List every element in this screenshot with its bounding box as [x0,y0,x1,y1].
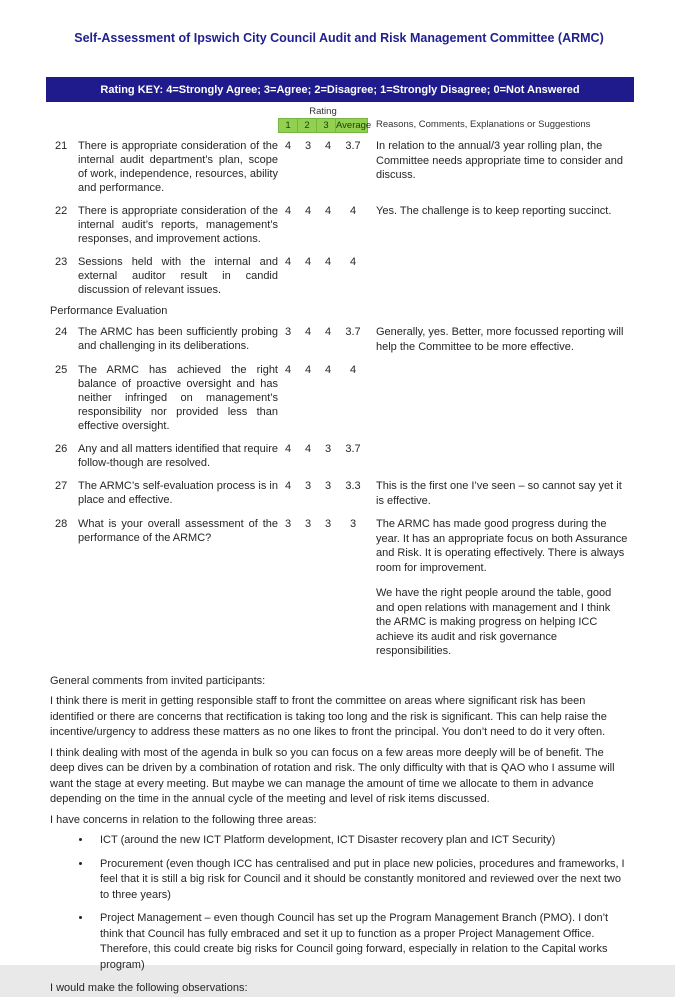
general-comments-section [50,674,628,997]
rating-value-2: 4 [304,326,312,338]
rating-average: 3.7 [345,326,361,338]
comment-paragraph: We have the right people around the table, good and open relations with management and I think the ARMC is making progress on helping ICC achieve its audit and risk governance responsibilities. [376,587,612,657]
rating-value-3: 4 [324,205,332,217]
comment-paragraph: Generally, yes. Better, more focussed reporting will help the Committee to be more effective. [376,326,624,353]
rating-header-group [278,106,372,133]
table-row [50,479,628,508]
rating-value-3: 3 [324,518,332,530]
question-text: What is your overall assessment of the performance of the ARMC? [78,518,278,544]
rating-average: 3 [349,518,357,530]
general-paragraph: I have concerns in relation to the following three areas: [50,813,317,826]
table-body [50,139,628,659]
page-title: Self-Assessment of Ipswich City Council Audit and Risk Management Committee (ARMC) [74,31,604,45]
table-row [50,204,628,246]
comments-cell [368,363,628,433]
comments-cell [368,325,628,354]
rating-value-2: 4 [304,205,312,217]
assessment-table [50,106,628,659]
rating-value-2: 4 [304,443,312,455]
rating-value-2: 3 [304,480,312,492]
comments-cell [368,139,628,195]
rating-value-3: 4 [324,326,332,338]
table-row [50,517,628,659]
rating-average: 3.3 [345,480,361,492]
question-number: 24 [55,326,68,338]
question-number: 28 [55,518,68,530]
rating-average: 4 [349,364,357,376]
rating-value-1: 4 [284,443,292,455]
rating-value-3: 4 [324,256,332,268]
question-text: There is appropriate consideration of the internal audit’s reports, management’s responses, and improvement actions. [78,205,278,245]
comments-cell [368,517,628,659]
question-text: There is appropriate consideration of the internal audit department’s plan, scope of work, independence, resources, ability and performance. [78,140,278,194]
rating-value-1: 4 [284,256,292,268]
question-text: The ARMC has achieved the right balance of proactive oversight and has neither infringed on management’s responsibility nor provided less than effective oversight. [78,364,278,432]
table-header-row [50,106,628,133]
rating-header-label: Rating [309,106,337,117]
question-number: 22 [55,205,68,217]
rating-value-3: 4 [324,364,332,376]
comment-paragraph: This is the first one I’ve seen – so cannot say yet it is effective. [376,480,622,507]
table-row [50,325,628,354]
rating-value-1: 4 [284,364,292,376]
rating-value-1: 4 [284,140,292,152]
rating-value-2: 3 [304,518,312,530]
rating-value-3: 4 [324,140,332,152]
general-paragraph: I think there is merit in getting responsible staff to front the committee on areas where significant risk has been identified or there are concerns that rectification is taking too long and the risk is significant. This can help raise the incentive/urgency to address these matters as no one likes to front the principal. You don’t need to do it very often. [50,695,607,738]
rating-value-3: 3 [324,480,332,492]
comments-cell [368,255,628,297]
rating-average: 3.7 [345,443,361,455]
rating-value-2: 4 [304,256,312,268]
concern-item-project-management: • Project Management – even though Council has set up the Program Management Branch (PMO). I don’t think that Council has fully embraced and set it up to function as a proper Project Management Office. Therefore, this could create big risks for Council going forward, especially in relation to the Capital works program) [92,911,628,973]
rating-average: 3.7 [345,140,361,152]
rating-average: 4 [349,256,357,268]
question-text: The ARMC’s self-evaluation process is in place and effective. [78,480,278,506]
rater-column-3: 3 [317,119,336,132]
concern-item-procurement: • Procurement (even though ICC has centralised and put in place new policies, procedures and frameworks, I feel that it is still a big risk for Council and it should be constantly monitored and reviewed over the next two to three years) [92,857,628,904]
comment-paragraph: The ARMC has made good progress during the year. It has an appropriate focus on both Assurance and Risk. It is operating effectively. There is always room for improvement. [376,518,628,574]
rating-value-2: 4 [304,364,312,376]
table-row [50,139,628,195]
comment-paragraph: In relation to the annual/3 year rolling plan, the Committee needs appropriate time to consider and discuss. [376,140,624,181]
reasons-column-header: Reasons, Comments, Explanations or Suggestions [376,119,591,130]
rating-value-1: 3 [284,518,292,530]
rating-value-2: 3 [304,140,312,152]
question-number: 27 [55,480,68,492]
table-row [50,442,628,470]
concern-item-ict: • ICT (around the new ICT Platform development, ICT Disaster recovery plan and ICT Security) [92,833,628,849]
rater-column-2: 2 [298,119,317,132]
question-number: 21 [55,140,68,152]
rating-value-3: 3 [324,443,332,455]
comment-paragraph: Yes. The challenge is to keep reporting succinct. [376,205,612,217]
question-text: Any and all matters identified that require follow-though are resolved. [78,443,278,469]
comments-cell [368,479,628,508]
rating-key-banner [46,77,634,102]
closing-line: I would make the following observations: [50,982,248,994]
rating-average: 4 [349,205,357,217]
question-text: Sessions held with the internal and external auditor result in candid discussion of relevant issues. [78,256,278,296]
table-row [50,255,628,297]
question-number: 26 [55,443,68,455]
question-text: The ARMC has been sufficiently probing and challenging in its deliberations. [78,326,278,352]
comments-cell [368,204,628,246]
rating-value-1: 3 [284,326,292,338]
rating-value-1: 4 [284,205,292,217]
question-number: 23 [55,256,68,268]
section-heading: Performance Evaluation [50,305,168,317]
general-comments-heading: General comments from invited participants: [50,674,266,687]
question-number: 25 [55,364,68,376]
comments-cell [368,442,628,470]
table-row [50,363,628,433]
concerns-list [50,833,628,973]
rating-key-text: Rating KEY: 4=Strongly Agree; 3=Agree; 2=Disagree; 1=Strongly Disagree; 0=Not Answered [100,83,580,96]
rater-column-1: 1 [279,119,298,132]
rating-value-1: 4 [284,480,292,492]
general-paragraph: I think dealing with most of the agenda in bulk so you can focus on a few areas more deeply will be of benefit. The deep dives can be driven by a combination of rotation and risk. The only difficulty with that is QAO who I assume will want the stage at every meeting. But maybe we can manage the amount of time we allocate to them in advance depending on the time in the annual cycle of the meeting and level of risk items discussed. [50,746,615,805]
average-column-header: Average [336,120,372,131]
rating-columns-strip [278,118,372,133]
